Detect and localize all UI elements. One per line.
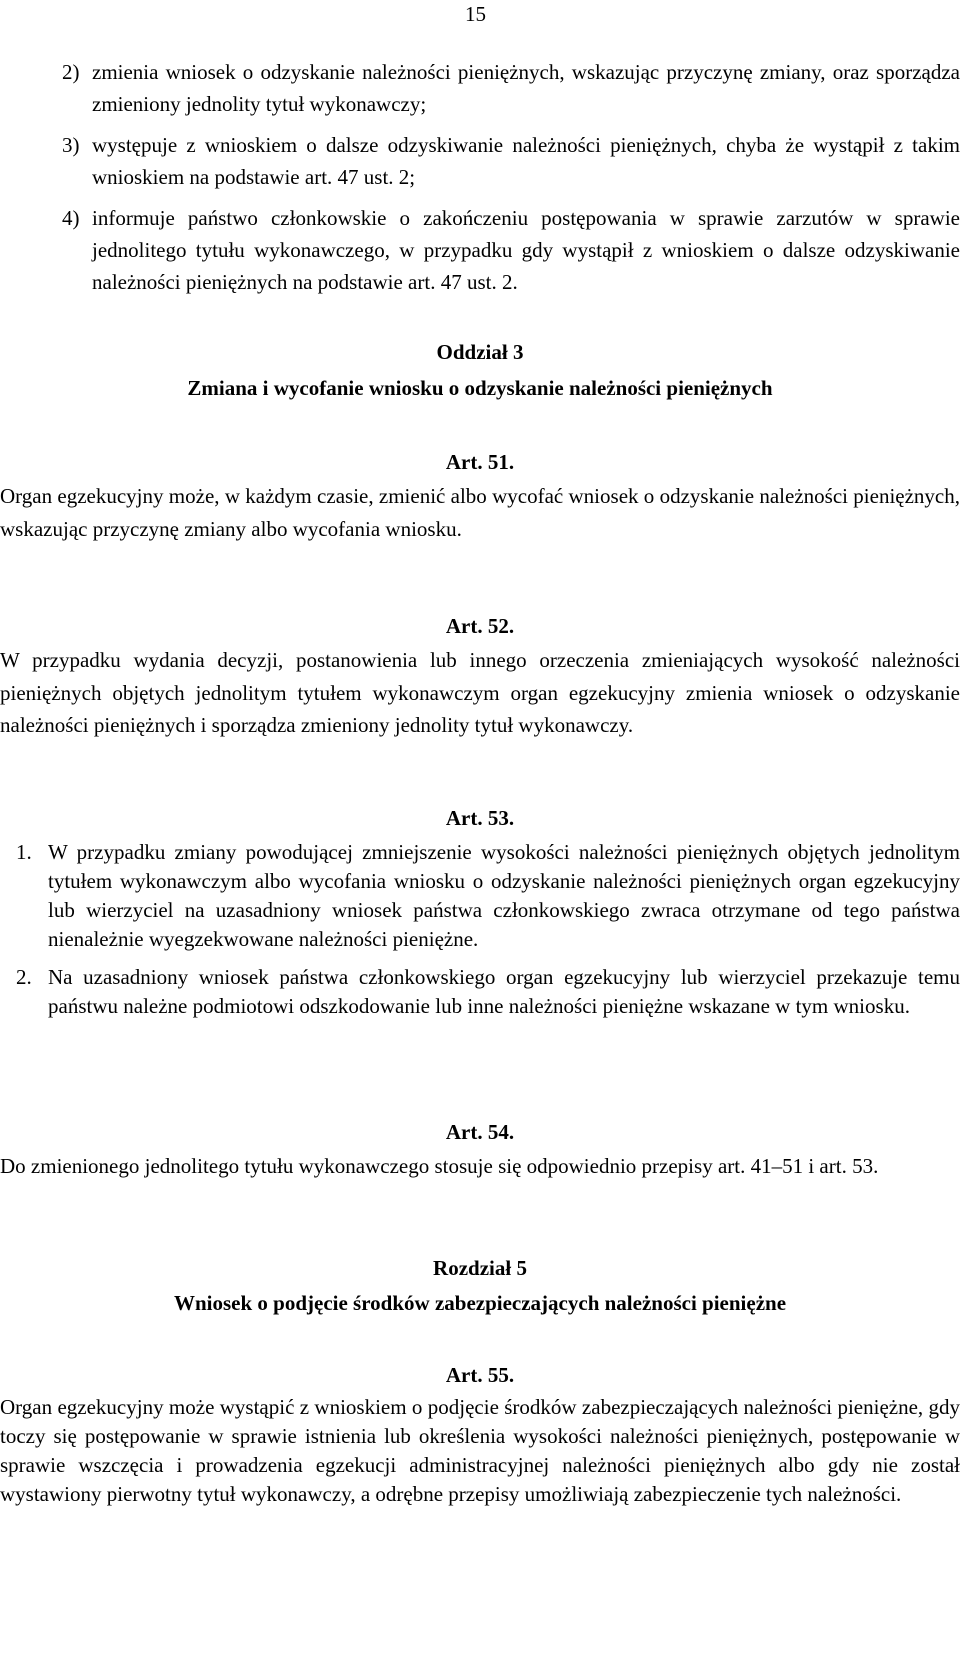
list-item-number: 4) — [62, 206, 80, 230]
art54-text: Do zmienionego jednolitego tytułu wykonawczego stosuje się odpowiednio przepisy art. 41–51 i art. 53. — [0, 1154, 879, 1178]
art53-item — [0, 963, 960, 1021]
list-item — [0, 129, 960, 193]
chapter-title: Wniosek o podjęcie środków zabezpieczających należności pieniężne — [173, 1291, 787, 1315]
division-label: Oddział 3 — [436, 340, 524, 364]
art54-heading: Art. 54. — [445, 1120, 515, 1144]
art52-heading: Art. 52. — [445, 614, 515, 638]
list-item-number: 2) — [62, 60, 80, 84]
art53-item-text: W przypadku zmiany powodującej zmniejszenie wysokości należności pieniężnych objętych jednolitym tytułem wykonawczym albo wycofania wniosku o odzyskanie należności pieniężnych organ egzekucyjny lub wierzyciel na uzasadniony wniosek państwa członkowskiego zwraca otrzymane od tego państwa nienależnie wyegzekwowane należności pieniężne. — [48, 840, 960, 951]
list-item-text: informuje państwo członkowskie o zakończeniu postępowania w sprawie zarzutów w sprawie jednolitego tytułu wykonawczego, w przypadku gdy wystąpił z wnioskiem o dalsze odzyskiwanie należności pieniężnych na podstawie art. 47 ust. 2. — [92, 206, 960, 294]
art52-text: W przypadku wydania decyzji, postanowienia lub innego orzeczenia zmieniających wysokość należności pieniężnych objętych jednolitym tytułem wykonawczym organ egzekucyjny zmienia wniosek o odzyskanie należności pieniężnych i sporządza zmieniony jednolity tytuł wykonawczy. — [0, 648, 960, 737]
list-item-text: zmienia wniosek o odzyskanie należności pieniężnych, wskazując przyczynę zmiany, oraz sporządza zmieniony jednolity tytuł wykonawczy; — [92, 60, 960, 116]
list-item-text: występuje z wnioskiem o dalsze odzyskiwanie należności pieniężnych, chyba że wystąpił z takim wnioskiem na podstawie art. 47 ust. 2; — [92, 133, 960, 189]
list-item — [0, 202, 960, 298]
page-number: 15 — [465, 2, 486, 26]
art53-item-number: 1. — [16, 840, 32, 864]
points-list — [0, 56, 960, 307]
art53-item — [0, 838, 960, 954]
art53-items — [0, 838, 960, 1030]
chapter-label: Rozdział 5 — [433, 1256, 527, 1280]
art51-text: Organ egzekucyjny może, w każdym czasie, zmienić albo wycofać wniosek o odzyskanie należności pieniężnych, wskazując przyczynę zmiany albo wycofania wniosku. — [0, 484, 960, 541]
art53-heading: Art. 53. — [445, 806, 515, 830]
division-title: Zmiana i wycofanie wniosku o odzyskanie należności pieniężnych — [187, 376, 773, 400]
art53-item-text: Na uzasadniony wniosek państwa członkowskiego organ egzekucyjny lub wierzyciel przekazuje temu państwu należne podmiotowi odszkodowanie lub inne należności pieniężne wskazane w tym wniosku. — [48, 965, 960, 1018]
art55-heading: Art. 55. — [445, 1363, 515, 1387]
list-item-number: 3) — [62, 133, 80, 157]
art53-item-number: 2. — [16, 965, 32, 989]
art51-heading: Art. 51. — [445, 450, 515, 474]
art55-text: Organ egzekucyjny może wystąpić z wnioskiem o podjęcie środków zabezpieczających należności pieniężne, gdy toczy się postępowanie w sprawie istnienia lub określenia wysokości należności pieniężnych, postępowanie w sprawie wszczęcia i prowadzenia egzekucji administracyjnej należności pieniężnych albo gdy nie został wystawiony pierwotny tytuł wykonawczy, a odrębne przepisy umożliwiają zabezpieczenie tych należności. — [0, 1395, 960, 1506]
list-item — [0, 56, 960, 120]
